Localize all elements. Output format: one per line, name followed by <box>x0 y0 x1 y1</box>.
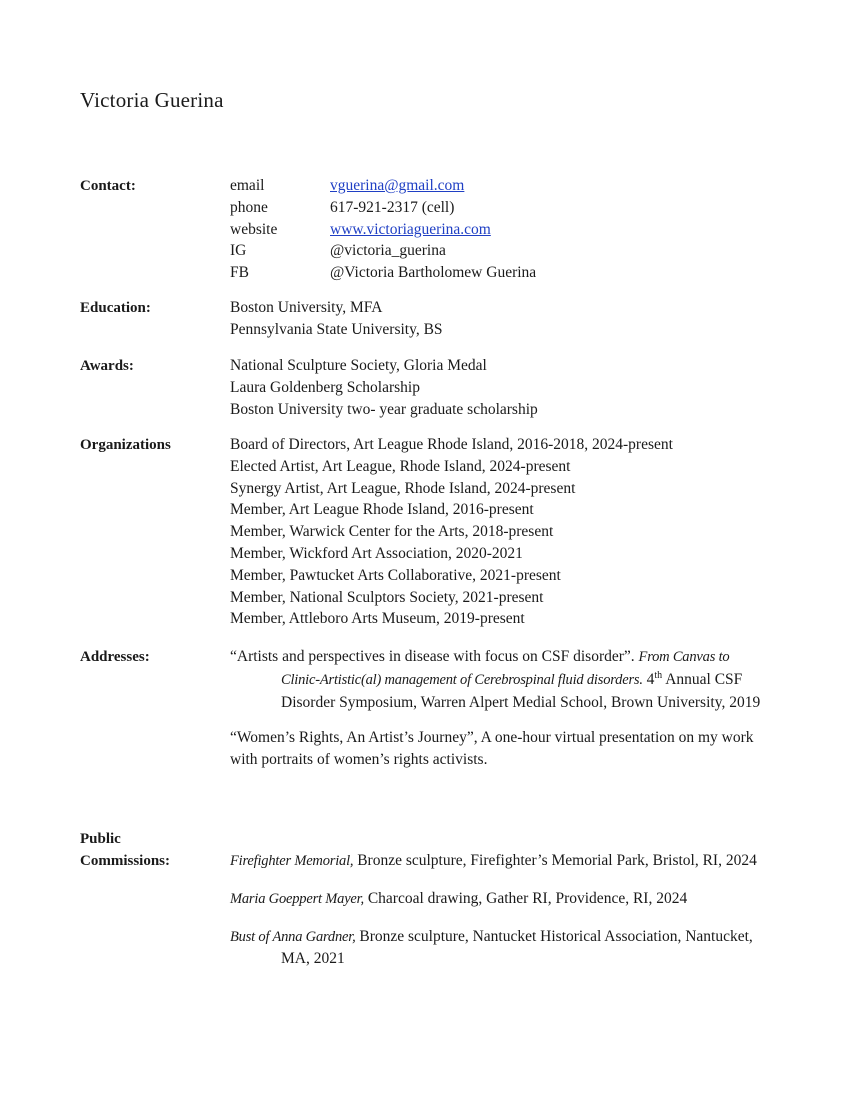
commission-details: Charcoal drawing, Gather RI, Providence, RI, 2024 <box>367 889 688 907</box>
contact-list <box>230 175 770 284</box>
addresses-label: Addresses: <box>80 649 150 665</box>
contact-row-email <box>230 175 770 197</box>
commission-details: Bronze sculpture, Nantucket Historical Association, Nantucket, MA, 2021 <box>281 927 753 968</box>
contact-key: phone <box>230 198 268 216</box>
website-link[interactable]: www.victoriaguerina.com <box>330 220 491 238</box>
commission-title: Firefighter Memorial, <box>230 853 354 869</box>
contact-key: IG <box>230 242 247 260</box>
address-entry <box>230 646 770 713</box>
commission-item <box>230 888 770 911</box>
address-event-italic: From Canvas to Clinic-Artistic(al) management of Cerebrospinal fluid disorders. <box>281 649 730 688</box>
contact-key: website <box>230 220 278 238</box>
organization-item: Member, Warwick Center for the Arts, 2018-present <box>230 523 554 541</box>
commission-title: Bust of Anna Gardner, <box>230 928 356 945</box>
organization-item: Elected Artist, Art League, Rhode Island, 2024-present <box>230 457 571 475</box>
organizations-label: Organizations <box>80 437 171 453</box>
person-name: Victoria Guerina <box>80 88 224 112</box>
organization-item: Board of Directors, Art League Rhode Island, 2016-2018, 2024-present <box>230 436 673 453</box>
commission-item <box>230 850 770 873</box>
contact-label: Contact: <box>80 178 136 194</box>
organization-item: Member, National Sculptors Society, 2021-present <box>230 588 544 606</box>
commissions-label-line1: Public <box>80 831 121 847</box>
education-list <box>230 297 770 341</box>
contact-row-ig <box>230 240 770 262</box>
organization-item: Member, Pawtucket Arts Collaborative, 2021-present <box>230 566 561 584</box>
education-label: Education: <box>80 300 151 316</box>
education-item: Boston University, MFA <box>230 299 383 316</box>
commissions-list <box>230 850 770 970</box>
address-rest: Annual CSF Disorder Symposium, Warren Alpert Medial School, Brown University, 2019 <box>281 670 761 711</box>
instagram-value: @victoria_guerina <box>330 242 446 260</box>
contact-row-website <box>230 219 770 241</box>
addresses-list <box>230 646 770 771</box>
facebook-value: @Victoria Bartholomew Guerina <box>330 264 537 282</box>
commissions-label-line2: Commissions: <box>80 853 171 869</box>
contact-row-fb <box>230 262 770 284</box>
address-title: “Artists and perspectives in disease with focus on CSF disorder”. <box>230 648 635 665</box>
award-item: National Sculpture Society, Gloria Medal <box>230 357 487 374</box>
organization-item: Member, Art League Rhode Island, 2016-present <box>230 501 534 519</box>
award-item: Boston University two- year graduate scholarship <box>230 400 538 418</box>
commission-details: Bronze sculpture, Firefighter’s Memorial Park, Bristol, RI, 2024 <box>357 852 757 869</box>
commissions-label <box>80 828 225 872</box>
organizations-list <box>230 434 770 630</box>
address-entry: “Women’s Rights, An Artist’s Journey”, A one-hour virtual presentation on my work with portraits of women’s rights activists. <box>230 729 754 769</box>
award-item: Laura Goldenberg Scholarship <box>230 378 420 396</box>
address-ordinal-suffix: th <box>654 669 663 681</box>
organization-item: Synergy Artist, Art League, Rhode Island, 2024-present <box>230 479 576 497</box>
email-link[interactable]: vguerina@gmail.com <box>330 177 465 194</box>
organization-item: Member, Wickford Art Association, 2020-2021 <box>230 544 523 562</box>
contact-key: FB <box>230 264 249 282</box>
awards-label: Awards: <box>80 358 134 374</box>
organization-item: Member, Attleboro Arts Museum, 2019-present <box>230 610 525 628</box>
phone-value: 617-921-2317 (cell) <box>330 198 455 216</box>
commission-item <box>230 926 770 971</box>
contact-key: email <box>230 177 265 194</box>
contact-row-phone <box>230 197 770 219</box>
commission-title: Maria Goeppert Mayer, <box>230 890 364 907</box>
education-item: Pennsylvania State University, BS <box>230 320 443 338</box>
address-ordinal: 4 <box>646 670 655 688</box>
awards-list <box>230 355 770 420</box>
